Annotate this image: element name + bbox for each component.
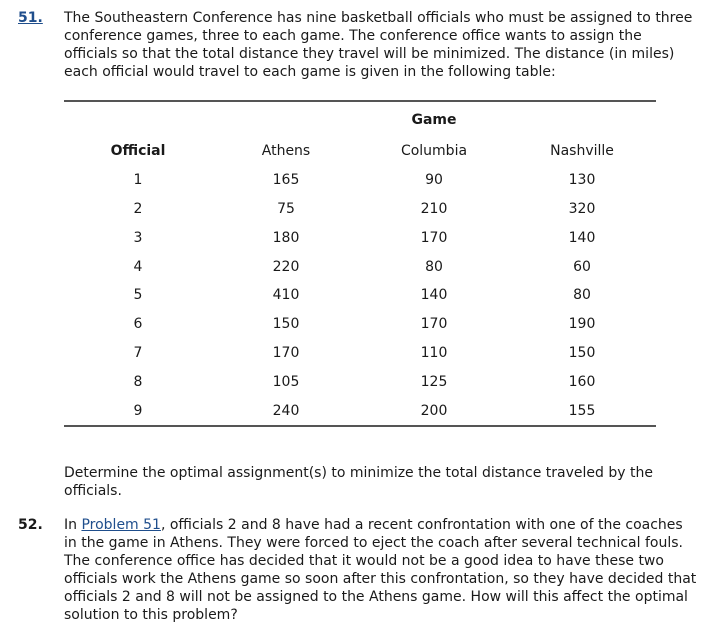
table-body bbox=[64, 166, 656, 425]
official-number-cell: 4 bbox=[133, 258, 143, 275]
problem-52-text bbox=[64, 516, 698, 624]
problem-51-reference-link[interactable]: Problem 51 bbox=[81, 517, 161, 533]
athens-distance-cell: 165 bbox=[272, 172, 300, 189]
columbia-distance-cell: 90 bbox=[425, 172, 443, 189]
athens-distance-cell: 180 bbox=[272, 229, 300, 246]
nashville-distance-cell: 80 bbox=[573, 287, 591, 304]
athens-distance-cell: 410 bbox=[272, 287, 300, 304]
columbia-distance-cell: 110 bbox=[420, 344, 448, 361]
problem-52-number: 52. bbox=[18, 517, 43, 533]
official-number-cell: 8 bbox=[133, 373, 143, 390]
table-row bbox=[64, 252, 656, 281]
official-number-cell: 6 bbox=[133, 316, 143, 333]
table-bottom-rule bbox=[64, 425, 656, 427]
official-number-cell: 1 bbox=[133, 172, 143, 189]
table-header-blank bbox=[64, 102, 212, 137]
athens-distance-cell: 75 bbox=[277, 200, 295, 217]
nashville-distance-cell: 155 bbox=[568, 402, 596, 419]
table-row bbox=[64, 223, 656, 252]
problem-52-rest: , officials 2 and 8 have had a recent confrontation with one of the coaches in the game in Athens. They were forced to eject the coach after several technical fouls. The conference office has decided that it would not be a good idea to have these two officials work the Athens game so soon after this confrontation, so they have decided that officials 2 and 8 will not be assigned to the Athens game. How will this affect the optimal solution to this problem? bbox=[64, 517, 697, 623]
table-row bbox=[64, 396, 656, 425]
distance-table bbox=[64, 100, 656, 427]
athens-distance-cell: 170 bbox=[272, 344, 300, 361]
problem-51-text: The Southeastern Conference has nine basketball officials who must be assigned to three conference games, three to each game. The conference office wants to assign the officials so that the total distance they travel will be minimized. The distance (in miles) each official would travel to each game is given in the following table: bbox=[64, 10, 693, 80]
columbia-distance-cell: 125 bbox=[420, 373, 448, 390]
column-header-nashville: Nashville bbox=[550, 143, 614, 160]
nashville-distance-cell: 130 bbox=[568, 172, 596, 189]
table-row bbox=[64, 367, 656, 396]
columbia-distance-cell: 200 bbox=[420, 402, 448, 419]
problem-51-followup: Determine the optimal assignment(s) to minimize the total distance traveled by the officials. bbox=[64, 465, 653, 499]
nashville-distance-cell: 140 bbox=[568, 229, 596, 246]
nashville-distance-cell: 190 bbox=[568, 316, 596, 333]
table-row bbox=[64, 195, 656, 224]
problem-51 bbox=[18, 9, 698, 81]
official-number-cell: 3 bbox=[133, 229, 143, 246]
athens-distance-cell: 220 bbox=[272, 258, 300, 275]
columbia-distance-cell: 170 bbox=[420, 229, 448, 246]
columbia-distance-cell: 170 bbox=[420, 316, 448, 333]
table-row bbox=[64, 310, 656, 339]
athens-distance-cell: 105 bbox=[272, 373, 300, 390]
athens-distance-cell: 150 bbox=[272, 316, 300, 333]
columbia-distance-cell: 210 bbox=[420, 200, 448, 217]
table-row bbox=[64, 281, 656, 310]
nashville-distance-cell: 150 bbox=[568, 344, 596, 361]
problem-52-intro: In bbox=[64, 517, 82, 533]
columbia-distance-cell: 140 bbox=[420, 287, 448, 304]
column-header-columbia: Columbia bbox=[400, 143, 468, 160]
official-number-cell: 2 bbox=[133, 200, 143, 217]
athens-distance-cell: 240 bbox=[272, 402, 300, 419]
official-number-cell: 7 bbox=[133, 344, 143, 361]
table-header-blank bbox=[212, 102, 360, 137]
problem-51-number-link[interactable]: 51. bbox=[18, 10, 43, 26]
table-row bbox=[64, 339, 656, 368]
nashville-distance-cell: 320 bbox=[568, 200, 596, 217]
problem-52 bbox=[18, 516, 698, 624]
nashville-distance-cell: 60 bbox=[573, 258, 591, 275]
nashville-distance-cell: 160 bbox=[568, 373, 596, 390]
official-number-cell: 5 bbox=[133, 287, 143, 304]
table-header-blank bbox=[508, 102, 656, 137]
column-header-athens: Athens bbox=[261, 143, 311, 160]
table-row bbox=[64, 166, 656, 195]
official-number-cell: 9 bbox=[133, 402, 143, 419]
columbia-distance-cell: 80 bbox=[425, 258, 443, 275]
column-header-official: Official bbox=[110, 143, 166, 160]
game-group-header: Game bbox=[411, 111, 457, 128]
